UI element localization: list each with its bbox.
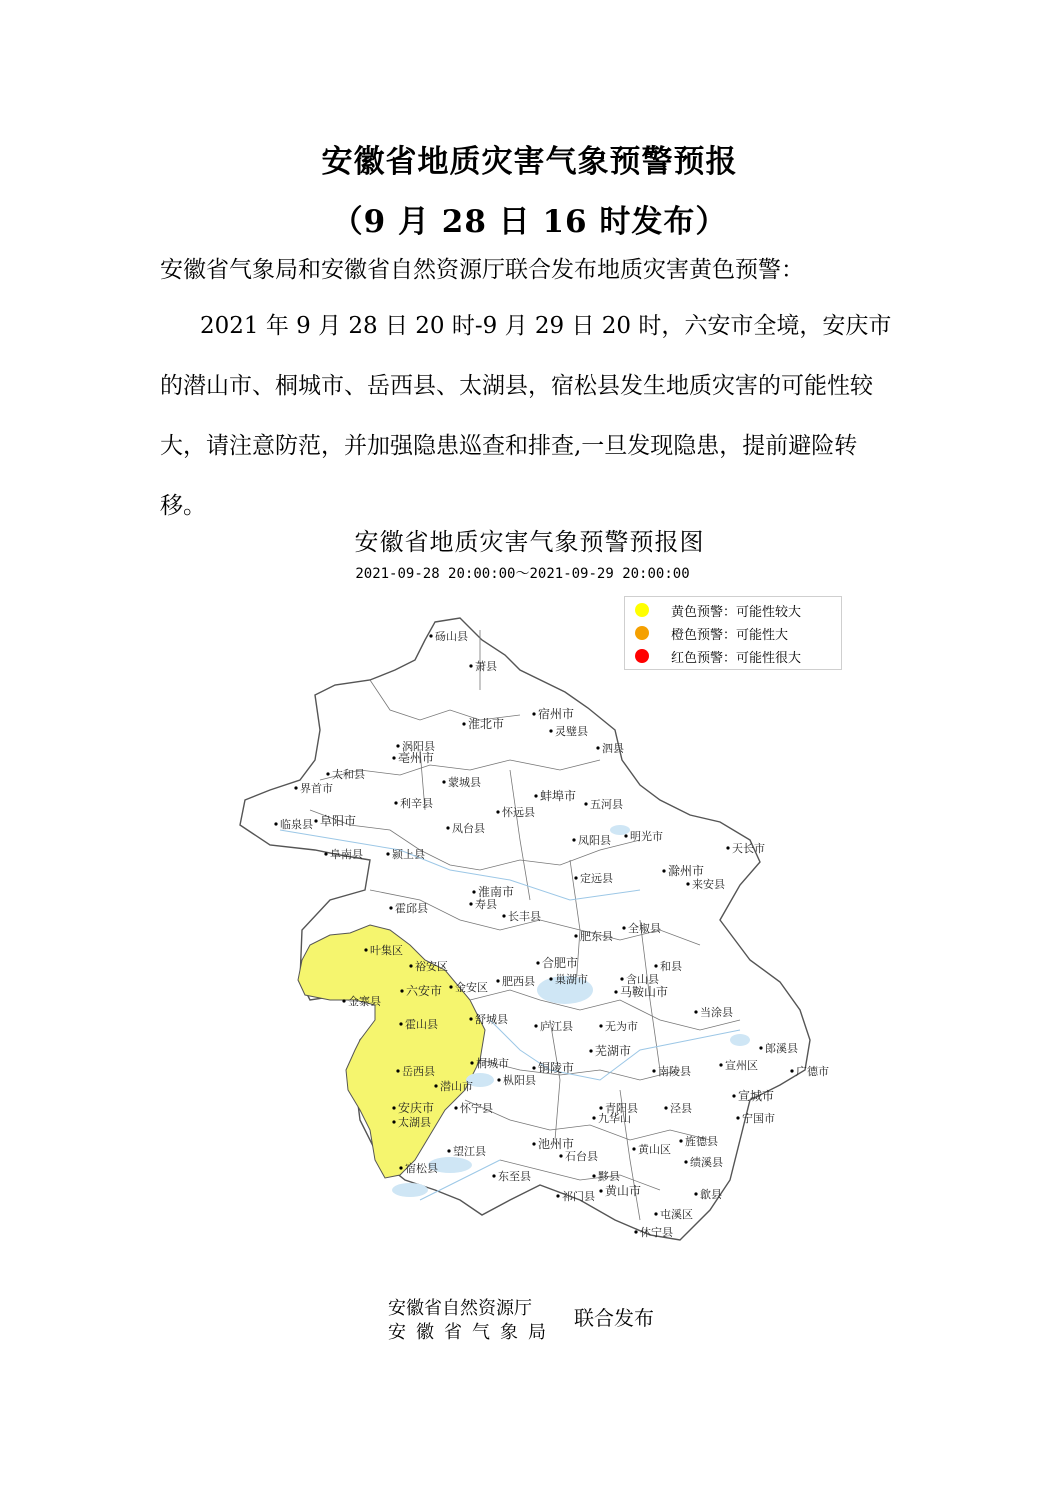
legend-yellow-label: 黄色预警：可能性较大 — [671, 604, 802, 620]
city-marker — [392, 1106, 395, 1109]
city-label: 天长市 — [732, 842, 765, 855]
city-marker — [532, 1066, 535, 1069]
city-label: 界首市 — [300, 782, 333, 795]
city-label: 含山县 — [626, 973, 659, 986]
city-marker — [469, 1017, 472, 1020]
city-label: 当涂县 — [700, 1006, 733, 1019]
city-label: 青阳县 — [605, 1102, 638, 1115]
city-label: 枞阳县 — [503, 1074, 536, 1087]
city-label: 金安区 — [455, 981, 488, 994]
legend-orange — [635, 622, 788, 644]
city-marker — [532, 1142, 535, 1145]
city-marker — [532, 712, 535, 715]
city-label: 桐城市 — [476, 1057, 509, 1070]
city-marker — [694, 1010, 697, 1013]
city-marker — [732, 1094, 735, 1097]
city-label: 利辛县 — [400, 797, 433, 810]
city-marker — [726, 846, 729, 849]
city-marker — [502, 914, 505, 917]
city-marker — [536, 961, 539, 964]
city-label: 合肥市 — [542, 956, 579, 970]
city-label: 淮南市 — [478, 885, 515, 899]
city-label: 灵璧县 — [555, 725, 588, 738]
city-marker — [599, 1189, 602, 1192]
city-label: 太和县 — [332, 768, 365, 781]
city-marker — [364, 948, 367, 951]
city-marker — [324, 852, 327, 855]
city-marker — [592, 1174, 595, 1177]
map-legend — [624, 596, 842, 670]
city-label: 来安县 — [692, 878, 725, 891]
city-label: 砀山县 — [435, 630, 468, 643]
legend-yellow-dot — [635, 603, 649, 617]
city-marker — [596, 746, 599, 749]
city-label: 泗县 — [602, 742, 624, 755]
city-marker — [592, 1116, 595, 1119]
city-marker — [652, 1069, 655, 1072]
intro-paragraph: 安徽省气象局和安徽省自然资源厅联合发布地质灾害黄色预警： — [160, 257, 804, 283]
city-marker — [694, 1192, 697, 1195]
city-label: 东至县 — [498, 1170, 531, 1183]
city-marker — [664, 1106, 667, 1109]
city-marker — [559, 1154, 562, 1157]
city-marker — [497, 1078, 500, 1081]
city-marker — [632, 1147, 635, 1150]
city-marker — [589, 1049, 592, 1052]
city-label: 涡阳县 — [402, 740, 435, 753]
city-label: 亳州市 — [398, 751, 435, 765]
city-marker — [719, 1063, 722, 1066]
city-label: 太湖县 — [398, 1116, 431, 1129]
legend-red — [635, 645, 801, 667]
city-label: 庐江县 — [540, 1020, 573, 1033]
province-outline — [240, 618, 810, 1240]
city-label: 广德市 — [796, 1065, 829, 1078]
city-label: 定远县 — [580, 872, 613, 885]
city-label: 潜山市 — [440, 1080, 473, 1093]
city-marker — [624, 834, 627, 837]
city-label: 巢湖市 — [555, 973, 588, 986]
city-label: 九华山 — [598, 1112, 631, 1125]
city-marker — [496, 979, 499, 982]
city-marker — [686, 882, 689, 885]
footer-org-2: 安徽省气象局 — [388, 1322, 556, 1343]
document-title: 安徽省地质灾害气象预警预报 — [321, 144, 738, 180]
city-label: 马鞍山市 — [620, 985, 669, 999]
legend-orange-dot — [635, 626, 649, 640]
city-marker — [429, 634, 432, 637]
city-label: 六安市 — [406, 984, 443, 998]
city-marker — [454, 1106, 457, 1109]
city-marker — [400, 989, 403, 992]
city-marker — [622, 926, 625, 929]
city-label: 明光市 — [630, 830, 663, 843]
city-label: 安庆市 — [398, 1101, 435, 1115]
city-label: 黄山区 — [638, 1143, 671, 1156]
city-label: 歙县 — [700, 1188, 722, 1201]
city-marker — [534, 794, 537, 797]
city-marker — [392, 756, 395, 759]
city-marker — [736, 1116, 739, 1119]
city-marker — [446, 826, 449, 829]
city-marker — [492, 1174, 495, 1177]
city-label: 宿松县 — [405, 1162, 438, 1175]
legend-red-label: 红色预警：可能性很大 — [671, 650, 802, 666]
city-marker — [462, 722, 465, 725]
city-marker — [614, 990, 617, 993]
city-label: 黟县 — [598, 1170, 620, 1183]
city-label: 和县 — [660, 960, 682, 973]
city-marker — [447, 1149, 450, 1152]
city-marker — [684, 1160, 687, 1163]
city-marker — [549, 729, 552, 732]
footer-joint: 联合发布 — [574, 1306, 654, 1330]
city-marker — [396, 1069, 399, 1072]
city-marker — [599, 1106, 602, 1109]
city-label: 蒙城县 — [448, 776, 481, 789]
city-marker — [326, 772, 329, 775]
body-paragraph: 2021 年 9 月 28 日 20 时-9 月 29 日 20 时，六安市全境，安庆市的潜山市、桐城市、岳西县、太湖县，宿松县发生地质灾害的可能性较大，请注意防范，并加强隐患巡查和排查,一旦发现隐患，提前避险转移。 — [160, 313, 892, 519]
city-label: 南陵县 — [658, 1065, 691, 1078]
city-marker — [442, 780, 445, 783]
anhui-warning-map — [220, 600, 829, 1260]
city-label: 宿州市 — [538, 707, 575, 721]
city-label: 黄山市 — [605, 1184, 642, 1198]
city-label: 淮北市 — [468, 717, 505, 731]
city-marker — [534, 1024, 537, 1027]
document-subtitle: （9 月 28 日 16 时发布） — [331, 204, 728, 240]
city-label: 泾县 — [670, 1102, 692, 1115]
city-marker — [472, 890, 475, 893]
city-label: 五河县 — [590, 798, 623, 811]
city-marker — [584, 802, 587, 805]
city-label: 蚌埠市 — [540, 789, 577, 803]
map-time-range: 2021-09-28 20:00:00～2021-09-29 20:00:00 — [355, 566, 690, 582]
city-label: 萧县 — [475, 660, 497, 673]
city-label: 霍邱县 — [395, 902, 428, 915]
city-marker — [654, 1212, 657, 1215]
city-marker — [496, 810, 499, 813]
city-marker — [386, 852, 389, 855]
legend-orange-label: 橙色预警：可能性大 — [671, 627, 789, 643]
city-marker — [599, 1024, 602, 1027]
city-label: 怀远县 — [502, 806, 535, 819]
city-marker — [654, 964, 657, 967]
city-label: 裕安区 — [415, 960, 448, 973]
city-marker — [274, 822, 277, 825]
city-marker — [399, 1022, 402, 1025]
city-label: 阜阳市 — [320, 814, 357, 828]
legend-red-dot — [635, 649, 649, 663]
city-label: 滁州市 — [668, 864, 705, 878]
city-label: 怀宁县 — [460, 1102, 493, 1115]
city-label: 凤台县 — [452, 822, 485, 835]
city-label: 寿县 — [475, 898, 497, 911]
city-label: 郎溪县 — [765, 1042, 798, 1055]
city-marker — [620, 977, 623, 980]
city-marker — [409, 964, 412, 967]
city-marker — [434, 1084, 437, 1087]
city-marker — [556, 1194, 559, 1197]
city-label: 芜湖市 — [595, 1044, 632, 1058]
city-label: 凤阳县 — [578, 834, 611, 847]
city-label: 池州市 — [538, 1137, 575, 1151]
city-label: 望江县 — [453, 1145, 486, 1158]
city-marker — [399, 1166, 402, 1169]
city-label: 叶集区 — [370, 944, 403, 957]
city-label: 金寨县 — [348, 995, 381, 1008]
city-label: 颍上县 — [392, 848, 425, 861]
city-label: 祁门县 — [562, 1190, 595, 1203]
city-marker — [759, 1046, 762, 1049]
city-marker — [342, 999, 345, 1002]
city-label: 肥东县 — [580, 930, 613, 943]
city-marker — [662, 869, 665, 872]
city-label: 石台县 — [565, 1150, 598, 1163]
city-label: 宁国市 — [742, 1112, 775, 1125]
city-marker — [549, 977, 552, 980]
city-marker — [314, 819, 317, 822]
city-label: 临泉县 — [280, 818, 313, 831]
map-title: 安徽省地质灾害气象预警预报图 — [354, 528, 705, 556]
city-label: 屯溪区 — [660, 1208, 693, 1221]
city-marker — [392, 1120, 395, 1123]
city-marker — [679, 1139, 682, 1142]
city-label: 舒城县 — [475, 1013, 508, 1026]
city-label: 无为市 — [605, 1020, 638, 1033]
city-marker — [469, 902, 472, 905]
city-marker — [574, 934, 577, 937]
city-marker — [470, 1061, 473, 1064]
city-marker — [449, 985, 452, 988]
city-label: 旌德县 — [685, 1135, 718, 1148]
legend-yellow — [635, 599, 801, 621]
city-marker — [469, 664, 472, 667]
city-label: 休宁县 — [640, 1226, 673, 1239]
city-label: 宣州区 — [725, 1059, 758, 1072]
city-label: 绩溪县 — [690, 1156, 723, 1169]
city-marker — [394, 801, 397, 804]
footer-org-1: 安徽省自然资源厅 — [388, 1298, 532, 1319]
city-marker — [634, 1230, 637, 1233]
city-label: 肥西县 — [502, 975, 535, 988]
city-label: 长丰县 — [508, 910, 541, 923]
city-label: 宣城市 — [738, 1089, 775, 1103]
city-marker — [572, 838, 575, 841]
city-label: 霍山县 — [405, 1018, 438, 1031]
city-marker — [389, 906, 392, 909]
city-marker — [574, 876, 577, 879]
city-label: 岳西县 — [402, 1065, 435, 1078]
city-marker — [396, 744, 399, 747]
city-label: 铜陵市 — [538, 1061, 575, 1075]
city-label: 阜南县 — [330, 848, 363, 861]
city-label: 全椒县 — [628, 922, 661, 935]
city-marker — [790, 1069, 793, 1072]
city-marker — [294, 786, 297, 789]
